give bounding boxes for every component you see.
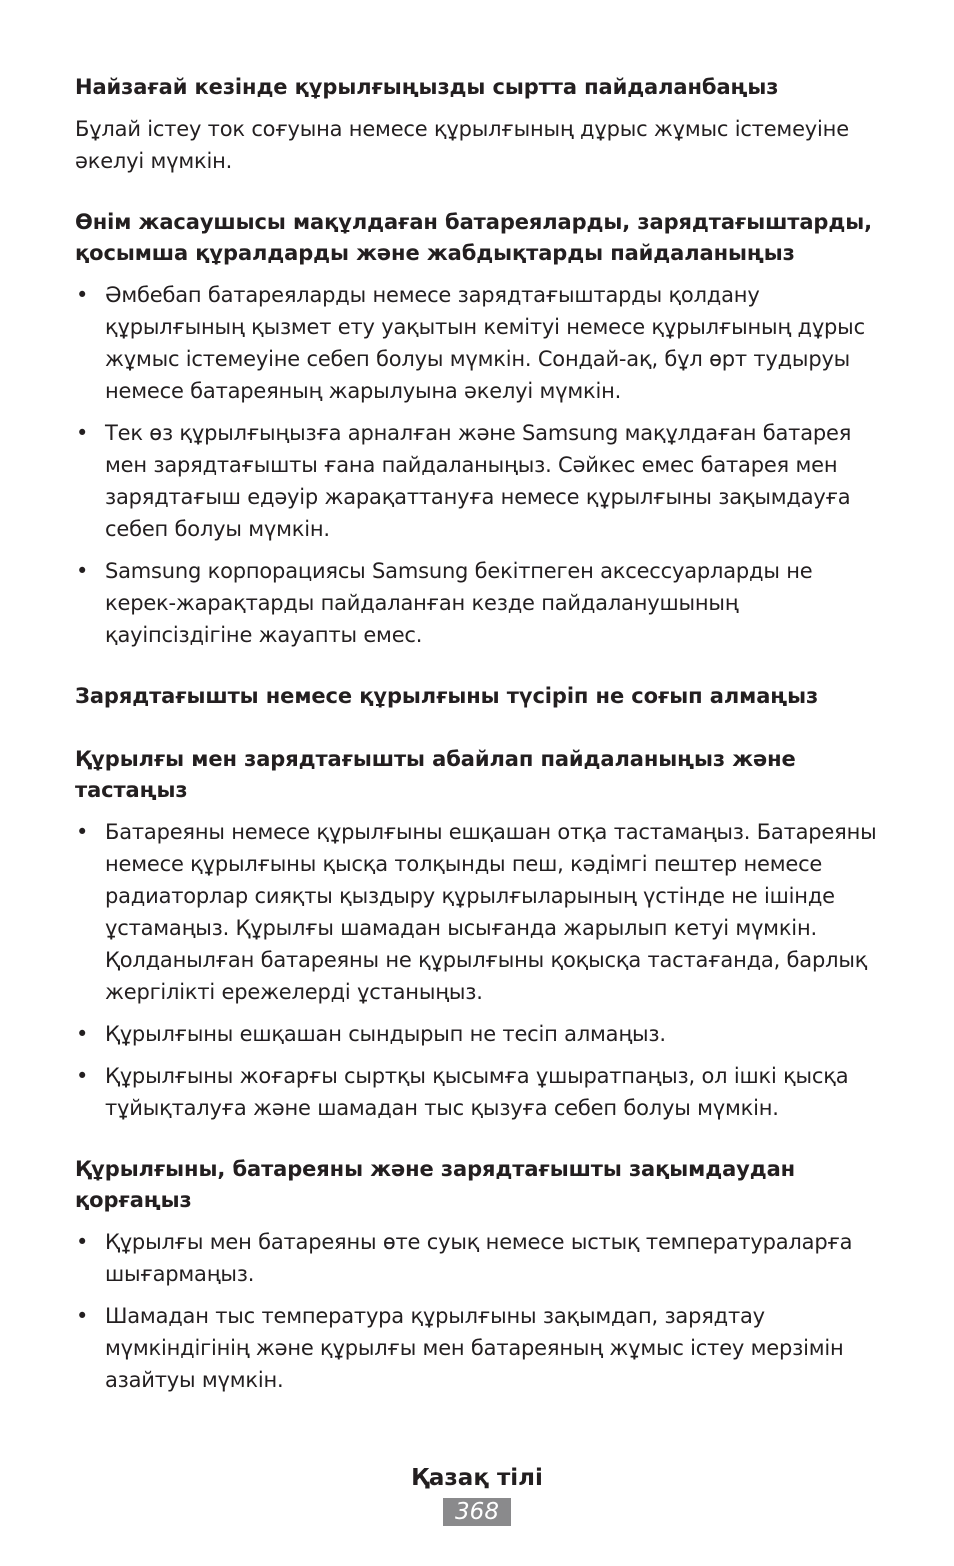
list-item [75, 417, 885, 545]
section-heading: Құрылғыны, батареяны және зарядтағышты зақымдаудан қорғаңыз [75, 1157, 796, 1212]
bullet-icon: • [76, 1230, 89, 1254]
list-item [75, 1018, 885, 1050]
section-heading: Өнім жасаушысы мақұлдаған батареяларды, зарядтағыштарды, қосымша құралдарды және жабдықтарды пайдаланыңыз [75, 210, 872, 265]
list-item-text: Samsung корпорациясы Samsung бекітпеген аксессуарларды не керек-жарақтарды пайдаланған кезде пайдаланушының қауіпсіздігіне жауапты емес. [105, 559, 813, 647]
bullet-icon: • [76, 820, 89, 844]
bullet-icon: • [76, 1064, 89, 1088]
bullet-icon: • [76, 1304, 89, 1328]
bullet-icon: • [76, 283, 89, 307]
section-protect-device [75, 1154, 885, 1396]
list-item-text: Әмбебап батареяларды немесе зарядтағыштарды қолдану құрылғының қызмет ету уақытын кемітуі немесе құрылғының дұрыс жұмыс істемеуіне себеп болуы мүмкін. Сондай-ақ, бұл өрт тудыруы немесе батареяның жарылуына әкелуі мүмкін. [105, 283, 865, 403]
list-item-text: Шамадан тыс температура құрылғыны зақымдап, зарядтау мүмкіндігінің және құрылғы мен батареяның жұмыс істеу мерзімін азайтуы мүмкін. [105, 1304, 844, 1392]
list-item-text: Батареяны немесе құрылғыны ешқашан отқа тастамаңыз. Батареяны немесе құрылғыны қысқа толқынды пеш, кәдімгі пештер немесе радиаторлар сияқты қыздыру құрылғыларының үстінде не ішінде ұстамаңыз. Құрылғы шамадан ысығанда жарылып кетуі мүмкін. Қолданылған батареяны не құрылғыны қоқысқа тастағанда, барлық жергілікті ережелерді ұстаныңыз. [105, 820, 877, 1004]
bullet-list [75, 1226, 885, 1396]
list-item-text: Құрылғыны ешқашан сындырып не тесіп алмаңыз. [105, 1022, 666, 1046]
list-item [75, 555, 885, 651]
document-body [75, 72, 885, 1426]
page-footer [0, 1462, 954, 1526]
list-item-text: Құрылғыны жоғарғы сыртқы қысымға ұшыратпаңыз, ол ішкі қысқа тұйықталуға және шамадан тыс қызуға себеп болуы мүмкін. [105, 1064, 849, 1120]
section-approved-batteries [75, 207, 885, 651]
list-item-text: Тек өз құрылғыңызға арналған және Samsung мақұлдаған батарея мен зарядтағышты ғана пайдаланыңыз. Сәйкес емес батарея мен зарядтағыш едәуір жарақаттануға немесе құрылғыны зақымдауға себеп болуы мүмкін. [105, 421, 852, 541]
list-item [75, 279, 885, 407]
bullet-list [75, 279, 885, 651]
list-item-text: Құрылғы мен батареяны өте суық немесе ыстық температураларға шығармаңыз. [105, 1230, 853, 1286]
bullet-icon: • [76, 559, 89, 583]
section-paragraph: Бұлай істеу ток соғуына немесе құрылғының дұрыс жұмыс істемеуіне әкелуі мүмкін. [75, 117, 849, 173]
section-handle-dispose [75, 744, 885, 1124]
list-item [75, 1300, 885, 1396]
bullet-icon: • [76, 421, 89, 445]
footer-language: Қазақ тілі [411, 1465, 543, 1491]
list-item [75, 1226, 885, 1290]
list-item [75, 816, 885, 1008]
list-item [75, 1060, 885, 1124]
section-drop-charger [75, 681, 885, 712]
section-lightning [75, 72, 885, 177]
section-heading: Зарядтағышты немесе құрылғыны түсіріп не соғып алмаңыз [75, 684, 819, 708]
bullet-icon: • [76, 1022, 89, 1046]
bullet-list [75, 816, 885, 1124]
section-heading: Найзағай кезінде құрылғыңызды сыртта пайдаланбаңыз [75, 75, 779, 99]
page-number: 368 [443, 1498, 511, 1526]
section-heading: Құрылғы мен зарядтағышты абайлап пайдаланыңыз және тастаңыз [75, 747, 796, 802]
